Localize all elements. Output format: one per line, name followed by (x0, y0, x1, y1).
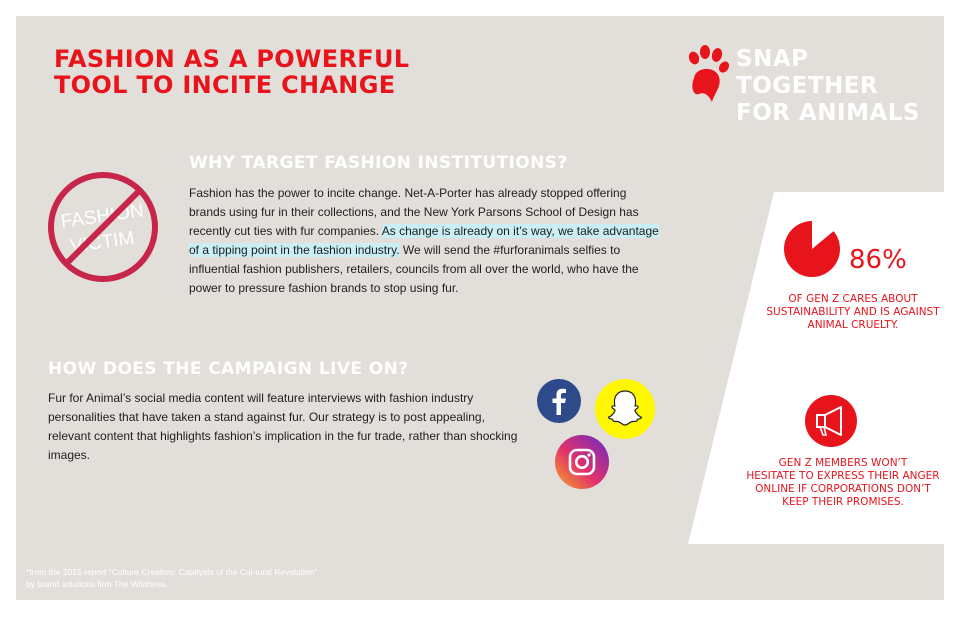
section1-heading: WHY TARGET FASHION INSTITUTIONS? (189, 153, 568, 173)
section1-text (189, 184, 659, 298)
slide (16, 16, 944, 600)
stat-2-line-1: GEN Z MEMBERS WON’T (778, 457, 908, 469)
stat-2-text (740, 457, 944, 509)
stat-1-text (758, 293, 944, 332)
section1-text-a: Fashion has the power to incite change. Net-A-Porter has already stopped offering brands using fur in their collections, and the New York Parsons School of Design has recently cut ties with fur companies. (189, 186, 639, 238)
logo-line-1: SNAP TOGETHER (736, 46, 879, 99)
section2-text: Fur for Animal’s social media content will feature interviews with fashion industry personalities that have taken a stand against fur. Our strategy is to post appealing, relevant content that highlights fashion’s implication in the fur trade, rather than shocking images. (48, 391, 518, 462)
page-title (54, 46, 409, 98)
section1-text-b: We will send the #furforanimals selfies to influential fashion publishers, retailers, councils from all over the world, who have the power to pressure fashion brands to stop using fur. (189, 243, 639, 295)
badge-line-1: FASHION (59, 200, 145, 233)
title-line-1: FASHION AS A POWERFUL (54, 45, 410, 73)
facebook-icon (536, 378, 582, 424)
logo-text (736, 46, 944, 127)
pie-icon (782, 219, 842, 279)
title-line-2: TOOL TO INCITE CHANGE (54, 71, 396, 99)
stat-2-line-4: KEEP THEIR PROMISES. (782, 496, 904, 508)
stat-1-line-2: SUSTAINABILITY AND IS AGAINST (766, 306, 940, 318)
stat-2-line-3: ONLINE IF CORPORATIONS DON’T (755, 483, 931, 495)
section2-heading: HOW DOES THE CAMPAIGN LIVE ON? (48, 359, 409, 379)
prohibited-sign-icon (42, 166, 164, 288)
stat-2-line-2: HESITATE TO EXPRESS THEIR ANGER (746, 470, 940, 482)
stat-1-value: 86% (849, 245, 907, 275)
logo-line-2: FOR ANIMALS (736, 100, 920, 126)
section1-highlight: As change is already on it’s way, we take advantage of a tipping point in the fashion industry. (189, 224, 659, 257)
footnote: *from the 2015 report "Culture Creators: Catalysts of the Cul-tural Revolution" by brand solutions firm The Wildness. (26, 567, 318, 589)
stat-1-line-3: ANIMAL CRUELTY. (807, 319, 899, 331)
snapchat-icon (594, 378, 656, 440)
instagram-icon (554, 434, 610, 490)
paw-icon (684, 44, 734, 104)
megaphone-icon (804, 394, 858, 448)
badge-line-2: VICTIM (68, 227, 136, 258)
stat-1-line-1: OF GEN Z CARES ABOUT (788, 293, 918, 305)
